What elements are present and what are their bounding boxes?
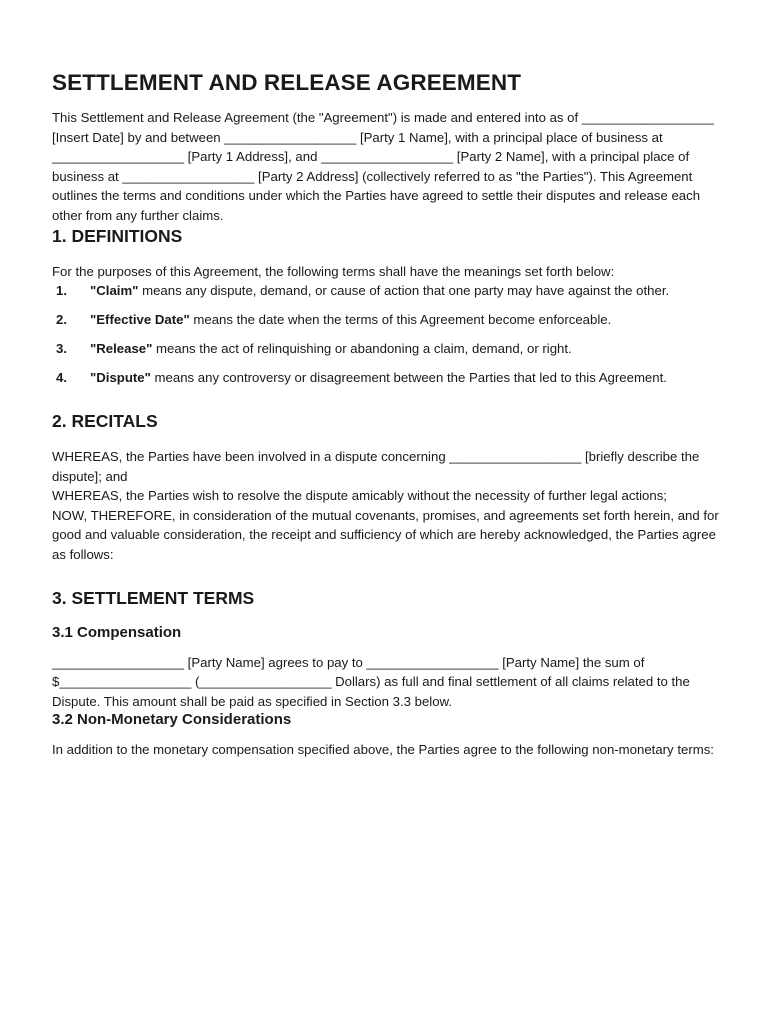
recitals-heading: 2. RECITALS [52,411,158,432]
recital-paragraph: WHEREAS, the Parties have been involved in a dispute concerning __________________ [briefly describe the dispute]; and [52,449,700,484]
definition-text: means any controversy or disagreement between the Parties that led to this Agreement. [150,370,667,386]
definition-term: "Effective Date" [90,312,190,328]
document-title: SETTLEMENT AND RELEASE AGREEMENT [52,70,522,95]
definitions-intro: For the purposes of this Agreement, the following terms shall have the meanings set forth below: [52,263,615,279]
definitions-heading: 1. DEFINITIONS [52,225,183,246]
definition-item [52,368,720,388]
recital-paragraph: WHEREAS, the Parties wish to resolve the dispute amicably without the necessity of further legal actions; [52,488,667,504]
definition-item [52,281,720,301]
non-monetary-heading: 3.2 Non-Monetary Considerations [52,711,292,729]
non-monetary-paragraph: In addition to the monetary compensation specified above, the Parties agree to the following non-monetary terms: [52,742,714,758]
definition-number: 4. [56,370,67,386]
definitions-list [52,281,720,388]
definition-term: "Release" [90,341,153,357]
document-page [52,70,720,760]
definition-text: means the act of relinquishing or abandoning a claim, demand, or right. [152,341,572,357]
definition-term: "Claim" [90,283,139,299]
compensation-heading: 3.1 Compensation [52,623,182,641]
definition-text: means any dispute, demand, or cause of action that one party may have against the other. [138,283,670,299]
definition-number: 3. [56,341,67,357]
definition-text: means the date when the terms of this Agreement become enforceable. [189,312,612,328]
definition-term: "Dispute" [90,370,151,386]
recital-paragraph: NOW, THEREFORE, in consideration of the mutual covenants, promises, and agreements set forth herein, and for good and valuable consideration, the receipt and sufficiency of which are hereby acknowledged, the Parties agree as follows: [52,507,719,562]
intro-paragraph: This Settlement and Release Agreement (the "Agreement") is made and entered into as of __________________ [Insert Date] by and between __________________ [Party 1 Name], with a principal place of business at __________________ [Party 1 Address], and __________________ [Party 2 Name], with a principal place of business at __________________ [Party 2 Address] (collectively referred to as "the Parties"). This Agreement outlines the terms and conditions under which the Parties have agreed to settle their disputes and release each other from any further claims. [52,110,714,223]
compensation-paragraph: __________________ [Party Name] agrees to pay to __________________ [Party Name] the sum of $__________________ (__________________ Dollars) as full and final settlement of all claims related to the Dispute. This amount shall be paid as specified in Section 3.3 below. [52,654,690,709]
settlement-terms-heading: 3. SETTLEMENT TERMS [52,587,255,608]
definition-number: 2. [56,312,67,328]
definition-item [52,339,720,359]
definition-number: 1. [56,283,67,299]
definition-item [52,310,720,330]
